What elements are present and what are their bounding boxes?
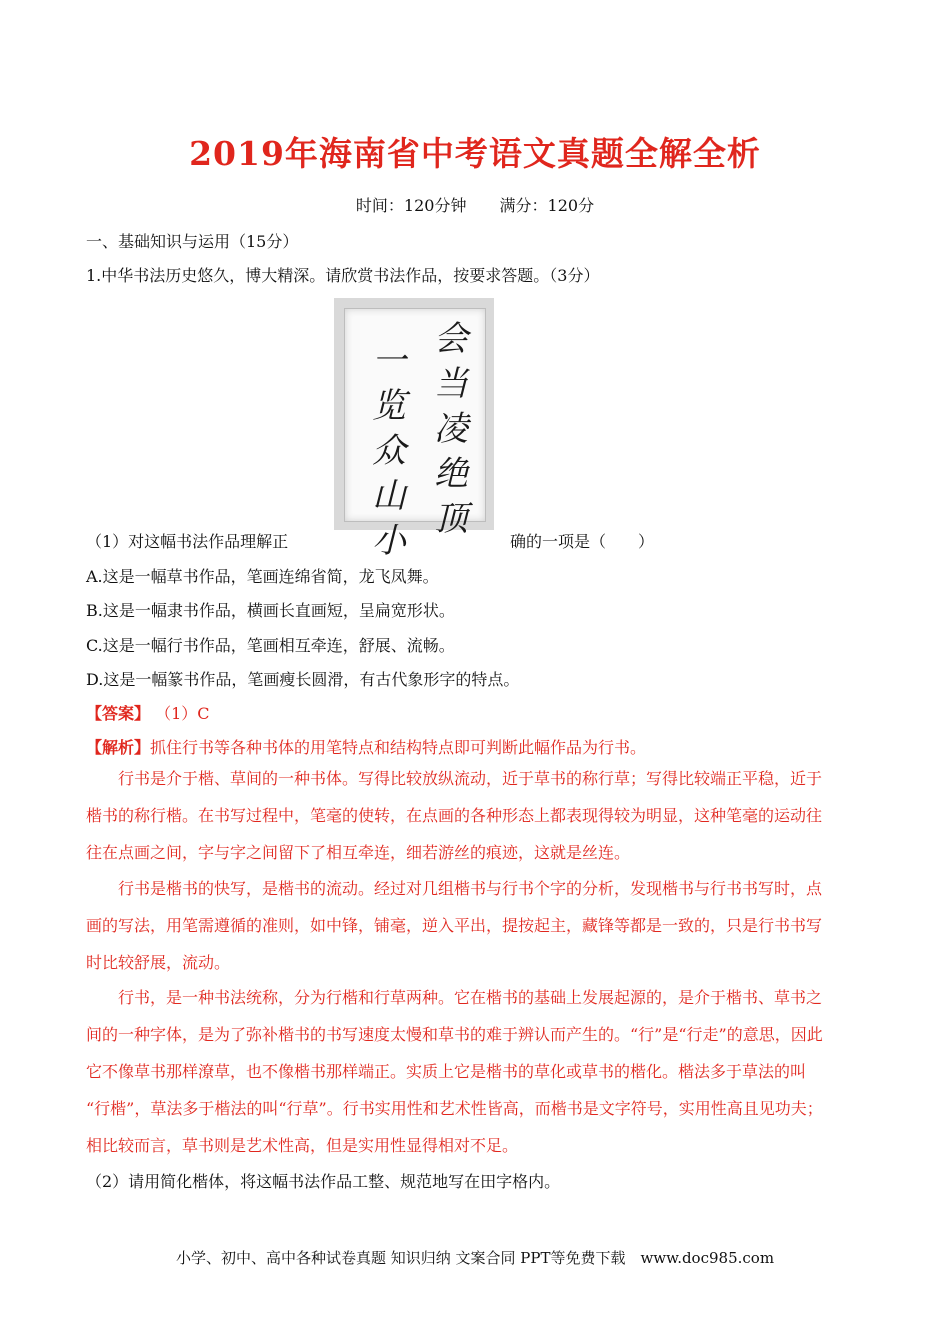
paragraph-line: 往在点画之间，字与字之间留下了相互牵连，细若游丝的痕迹，这就是丝连。 — [86, 843, 631, 862]
paragraph-line: “行楷”，草法多于楷法的叫“行草”。行书实用性和艺术性皆高，而楷书是文字符号，实用性高且见功夫； — [86, 1099, 823, 1118]
calligraphy-right-text: 会 当 凌 绝 顶 — [434, 319, 468, 539]
paragraph-line: 楷书的称行楷。在书写过程中，笔毫的使转，在点画的各种形态上都表现得较为明显，这种笔毫的运动往 — [86, 806, 823, 825]
question-1-2: （2）请用简化楷体，将这幅书法作品工整、规范地写在田字格内。 — [86, 1172, 561, 1191]
question-1-1-part-b: 确的一项是（ ） — [510, 532, 655, 551]
section-heading: 一、基础知识与运用（15分） — [86, 232, 299, 251]
question-1: 1.中华书法历史悠久，博大精深。请欣赏书法作品，按要求答题。（3分） — [86, 266, 600, 285]
calligraphy-left-text: 一 览 众 山 小 — [372, 341, 406, 561]
answer-label: 【答案】 — [86, 704, 151, 723]
paragraph-line: 行书是介于楷、草间的一种书体。写得比较放纵流动，近于草书的称行草；写得比较端正平稳，近于 — [118, 769, 823, 788]
calligraphy-image — [334, 298, 494, 561]
paragraph-line: 行书，是一种书法统称，分为行楷和行草两种。它在楷书的基础上发展起源的，是介于楷书、草书之 — [118, 988, 823, 1007]
exam-meta — [0, 193, 950, 216]
exam-time: 时间：120分钟 — [355, 196, 467, 215]
analysis-paragraph-2 — [86, 870, 862, 981]
page-footer: 小学、初中、高中各种试卷真题 知识归纳 文案合同 PPT等免费下载 www.doc985.com — [175, 1249, 775, 1267]
analysis-text: 抓住行书等各种书体的用笔特点和结构特点即可判断此幅作品为行书。 — [150, 738, 647, 757]
calligraphy-right-column — [431, 317, 471, 542]
answer-line — [86, 701, 210, 724]
paragraph-line: 它不像草书那样潦草，也不像楷书那样端正。实质上它是楷书的草化或草书的楷化。楷法多于草法的叫 — [86, 1062, 807, 1081]
page-title: 2019年海南省中考语文真题全解全析 — [189, 134, 761, 173]
answer-text: （1）C — [155, 704, 210, 723]
option-d: D.这是一幅篆书作品，笔画瘦长圆滑，有古代象形字的特点。 — [86, 670, 520, 689]
analysis-label: 【解析】 — [86, 738, 151, 757]
option-a: A.这是一幅草书作品，笔画连绵省简，龙飞凤舞。 — [86, 567, 439, 586]
option-c: C.这是一幅行书作品，笔画相互牵连，舒展、流畅。 — [86, 636, 455, 655]
paragraph-line: 时比较舒展，流动。 — [86, 953, 231, 972]
option-b: B.这是一幅隶书作品，横画长直画短，呈扁宽形状。 — [86, 601, 455, 620]
analysis-line — [86, 735, 646, 758]
paragraph-line: 相比较而言，草书则是艺术性高，但是实用性显得相对不足。 — [86, 1136, 519, 1155]
calligraphy-left-column — [369, 339, 409, 564]
question-1-1-part-a: （1）对这幅书法作品理解正 — [86, 532, 289, 551]
analysis-paragraph-3 — [86, 979, 862, 1164]
exam-score: 满分：120分 — [499, 196, 595, 215]
analysis-paragraph-1 — [86, 760, 862, 871]
paragraph-line: 画的写法，用笔需遵循的准则，如中锋，铺毫，逆入平出，提按起主，藏锋等都是一致的，只是行书书写 — [86, 916, 823, 935]
paragraph-line: 行书是楷书的快写，是楷书的流动。经过对几组楷书与行书个字的分析，发现楷书与行书书写时，点 — [118, 879, 823, 898]
paragraph-line: 间的一种字体，是为了弥补楷书的书写速度太慢和草书的难于辨认而产生的。“行”是“行走”的意思，因此 — [86, 1025, 823, 1044]
